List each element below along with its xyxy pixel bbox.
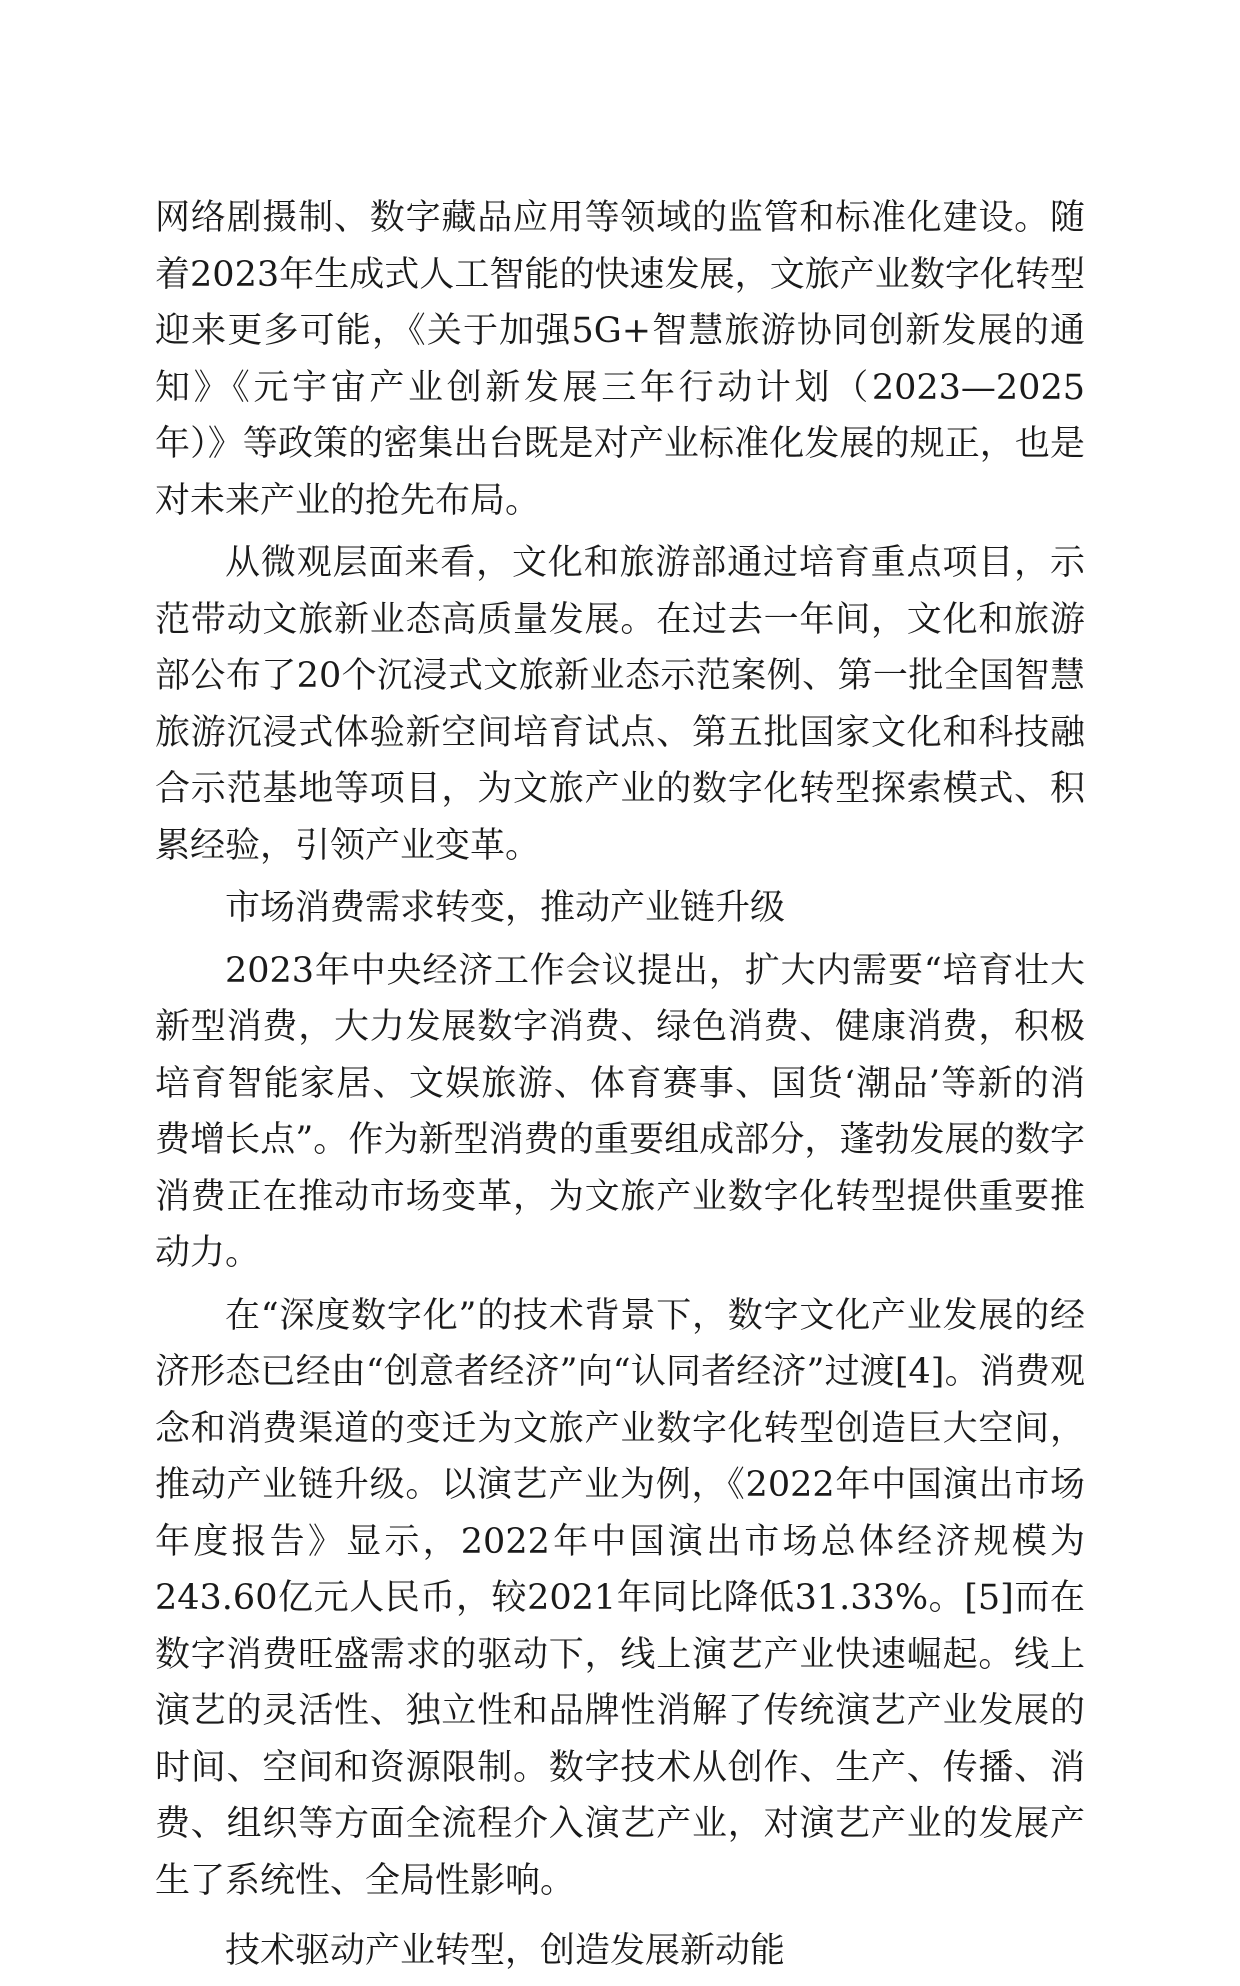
paragraph-economic-conference: 2023年中央经济工作会议提出，扩大内需要“培育壮大新型消费，大力发展数字消费、绿色消费、健康消费，积极培育智能家居、文娱旅游、体育赛事、国货‘潮品’等新的消费增长点”。作为新型消费的重要组成部分，蓬勃发展的数字消费正在推动市场变革，为文旅产业数字化转型提供重要推动力。 <box>155 950 1085 1273</box>
document-body <box>155 190 1085 1986</box>
paragraph-continuation: 网络剧摄制、数字藏品应用等领域的监管和标准化建设。随着2023年生成式人工智能的快速发展，文旅产业数字化转型迎来更多可能，《关于加强5G+智慧旅游协同创新发展的通知》《元宇宙产业创新发展三年行动计划（2023—2025年）》等政策的密集出台既是对产业标准化发展的规正，也是对未来产业的抢先布局。 <box>155 198 1085 521</box>
paragraph-deep-digitalization: 在“深度数字化”的技术背景下，数字文化产业发展的经济形态已经由“创意者经济”向“认同者经济”过渡[4]。消费观念和消费渠道的变迁为文旅产业数字化转型创造巨大空间，推动产业链升级。以演艺产业为例，《2022年中国演出市场年度报告》显示，2022年中国演出市场总体经济规模为243.60亿元人民币，较2021年同比降低31.33%。[5]而在数字消费旺盛需求的驱动下，线上演艺产业快速崛起。线上演艺的灵活性、独立性和品牌性消解了传统演艺产业发展的时间、空间和资源限制。数字技术从创作、生产、传播、消费、组织等方面全流程介入演艺产业，对演艺产业的发展产生了系统性、全局性影响。 <box>155 1295 1085 1901</box>
paragraph-micro-level: 从微观层面来看，文化和旅游部通过培育重点项目，示范带动文旅新业态高质量发展。在过去一年间，文化和旅游部公布了20个沉浸式文旅新业态示范案例、第一批全国智慧旅游沉浸式体验新空间培育试点、第五批国家文化和科技融合示范基地等项目，为文旅产业的数字化转型探索模式、积累经验，引领产业变革。 <box>155 543 1085 866</box>
section-heading-market-demand: 市场消费需求转变，推动产业链升级 <box>225 888 786 928</box>
section-heading-technology-driven: 技术驱动产业转型，创造发展新动能 <box>225 1931 786 1971</box>
